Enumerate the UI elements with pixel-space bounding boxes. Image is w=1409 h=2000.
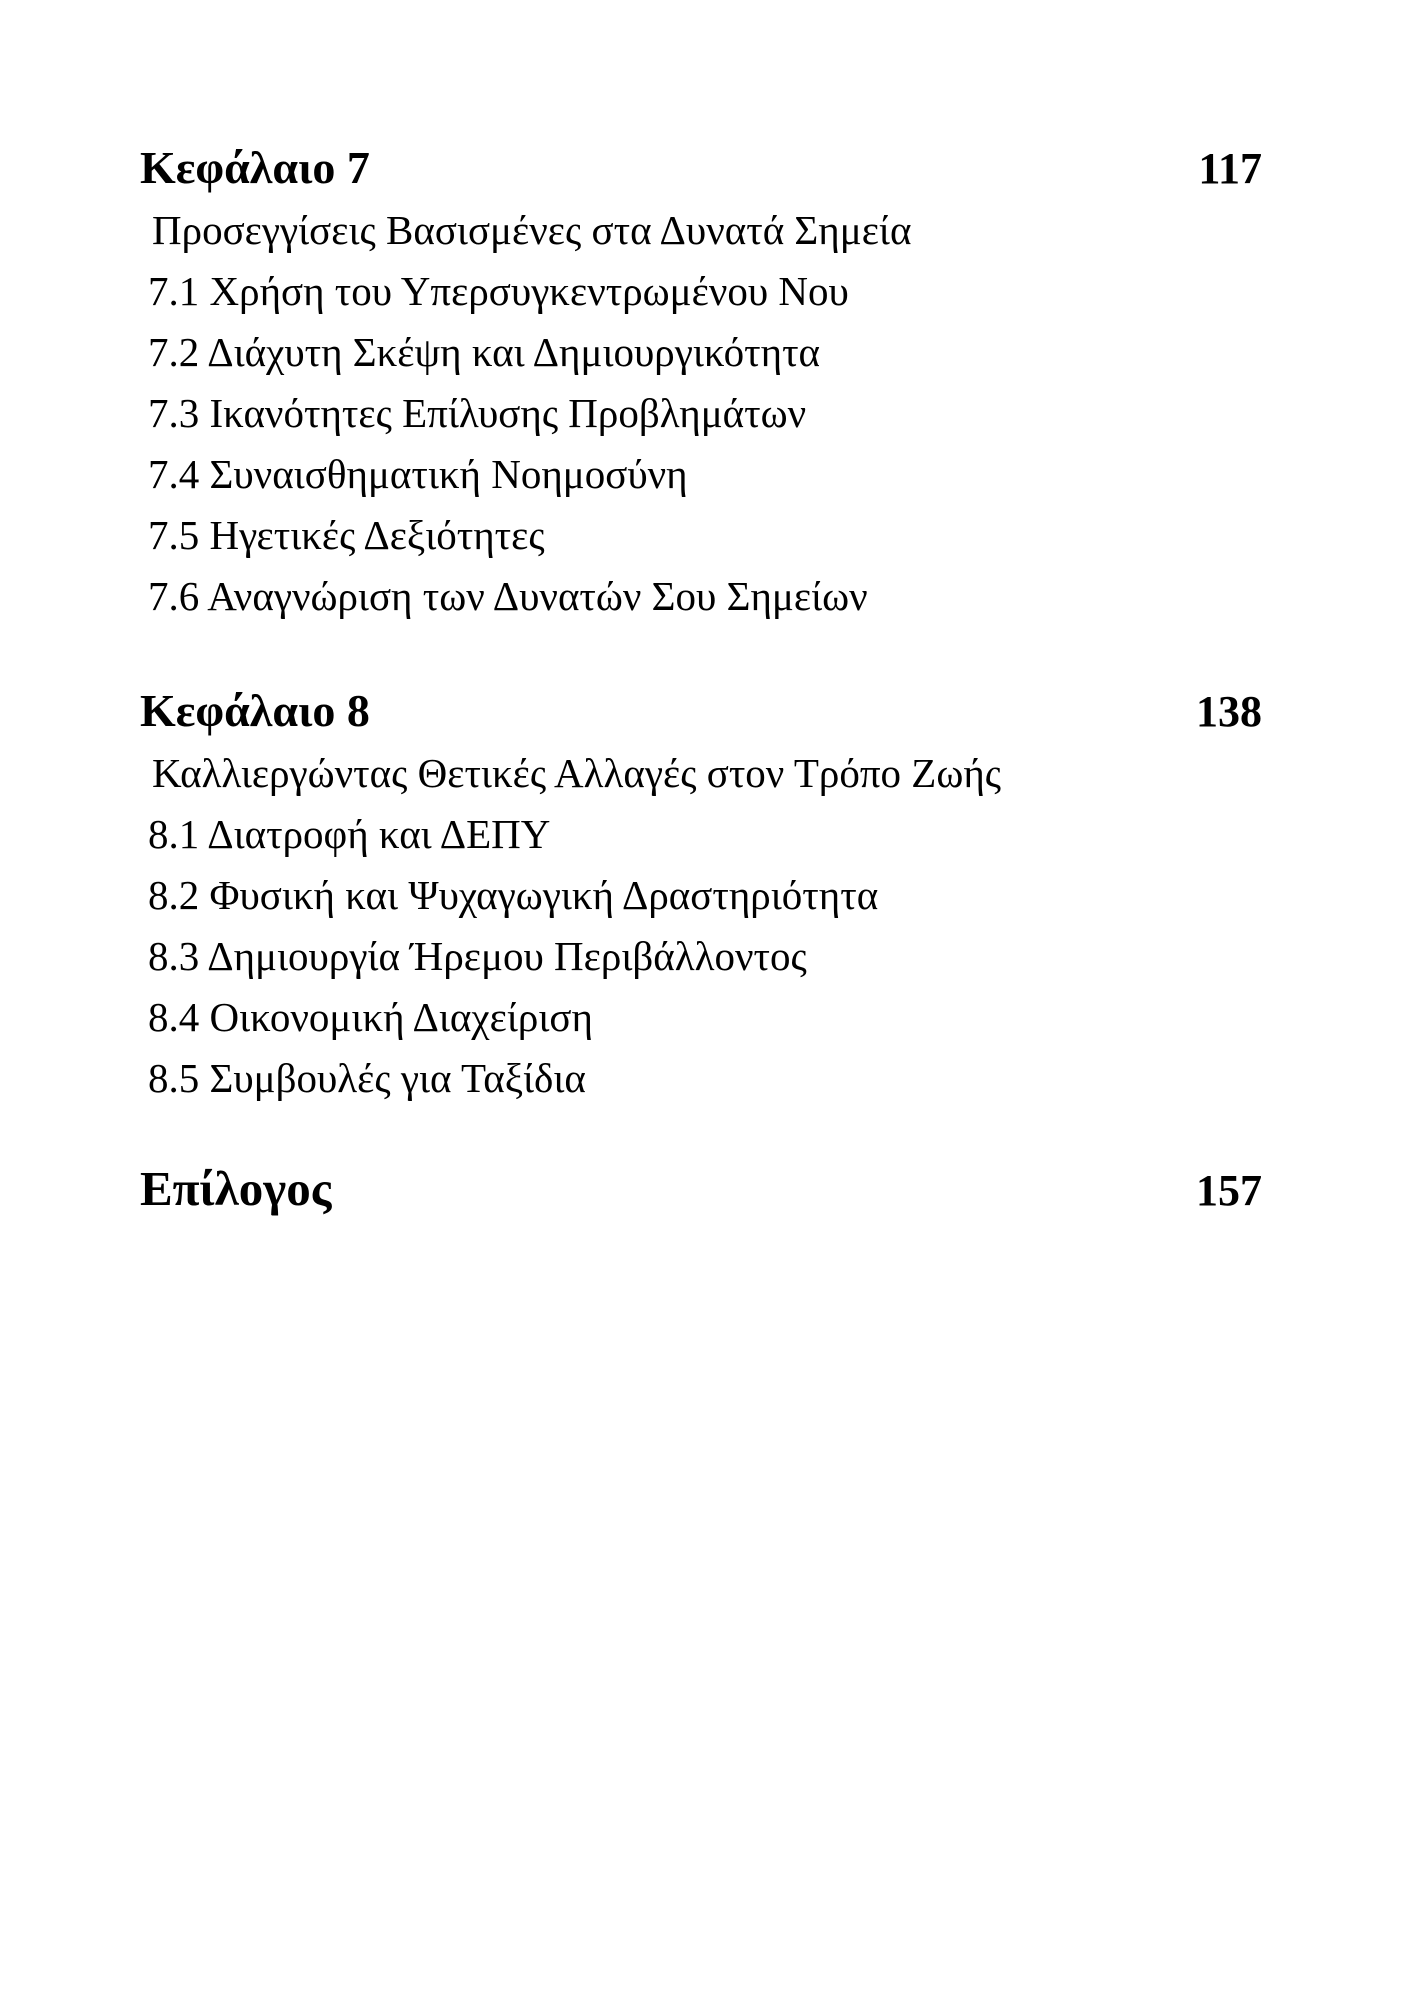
toc-item-7-4: 7.4 Συναισθηματική Νοημοσύνη xyxy=(148,451,688,497)
chapter-8-subtitle: Καλλιεργώντας Θετικές Αλλαγές στον Τρόπο Ζωής xyxy=(152,750,1002,796)
toc-item-7-2: 7.2 Διάχυτη Σκέψη και Δημιουργικότητα xyxy=(148,329,821,375)
toc-item-8-4: 8.4 Οικονομική Διαχείριση xyxy=(148,994,593,1040)
epilogue-page-number: 157 xyxy=(1196,1166,1262,1215)
chapter-7-page-number: 117 xyxy=(1198,144,1262,193)
toc-item-8-1: 8.1 Διατροφή και ΔΕΠΥ xyxy=(148,811,551,857)
toc-item-8-2: 8.2 Φυσική και Ψυχαγωγική Δραστηριότητα xyxy=(148,872,879,918)
toc-item-7-6: 7.6 Αναγνώριση των Δυνατών Σου Σημείων xyxy=(148,573,868,619)
toc-item-7-1: 7.1 Χρήση του Υπερσυγκεντρωμένου Νου xyxy=(148,268,849,314)
toc-item-7-5: 7.5 Ηγετικές Δεξιότητες xyxy=(148,512,545,558)
toc-section-chapter-8 xyxy=(140,680,1262,1109)
chapter-8-heading: Κεφάλαιο 8 xyxy=(140,685,370,736)
chapter-7-subtitle: Προσεγγίσεις Βασισμένες στα Δυνατά Σημεία xyxy=(152,207,912,253)
epilogue-heading: Επίλογος xyxy=(140,1161,332,1216)
chapter-8-page-number: 138 xyxy=(1196,687,1262,736)
toc-item-7-3: 7.3 Ικανότητες Επίλυσης Προβλημάτων xyxy=(148,390,807,436)
toc-item-8-3: 8.3 Δημιουργία Ήρεμου Περιβάλλοντος xyxy=(148,933,807,979)
epilogue-row xyxy=(140,1157,1262,1223)
toc-item-8-5: 8.5 Συμβουλές για Ταξίδια xyxy=(148,1055,586,1101)
toc-section-chapter-7 xyxy=(140,137,1262,627)
chapter-7-header-row xyxy=(140,137,1262,200)
chapter-7-heading: Κεφάλαιο 7 xyxy=(140,142,370,193)
chapter-8-header-row xyxy=(140,680,1262,743)
